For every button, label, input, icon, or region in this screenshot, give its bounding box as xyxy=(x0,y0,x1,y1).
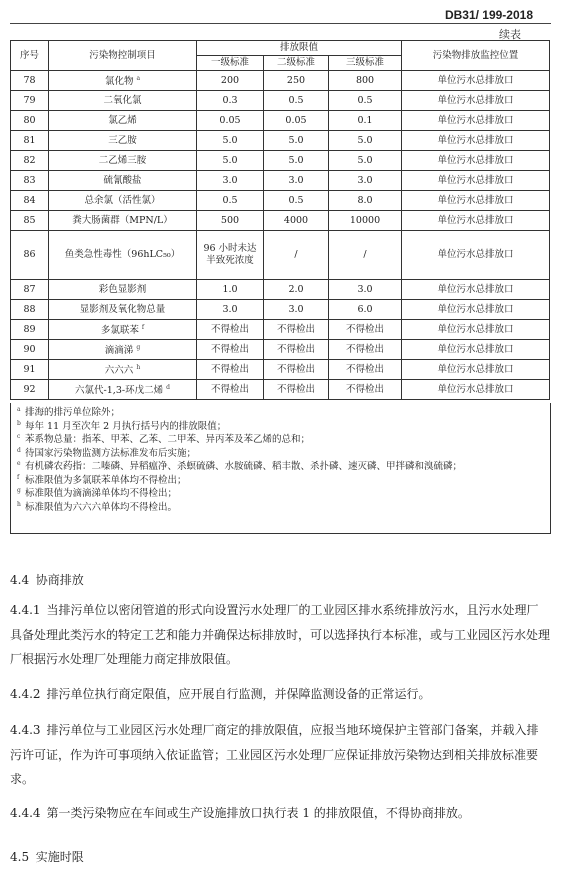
row-item xyxy=(49,191,197,211)
row-level1 xyxy=(197,231,264,280)
footnote-marker: h xyxy=(136,363,141,371)
row-level1-text: 96 小时未达半致死浓度 xyxy=(203,243,257,266)
standard-number: DB31/ 199-2018 xyxy=(444,8,533,22)
row-level2-text: 0.5 xyxy=(288,94,304,106)
table-row xyxy=(11,171,550,191)
row-no-text: 81 xyxy=(23,134,36,146)
row-no xyxy=(11,340,49,360)
row-level3-text: 10000 xyxy=(349,214,381,226)
row-item xyxy=(49,211,197,231)
row-item-text: 二氧化氯 xyxy=(103,94,142,106)
row-level2 xyxy=(264,71,329,91)
note-text: 每年 11 月至次年 2 月执行括号内的排放限值； xyxy=(25,420,227,432)
row-item xyxy=(49,151,197,171)
section-title: 实施时限 xyxy=(35,850,84,864)
row-no xyxy=(11,111,49,131)
row-level1-text: 不得检出 xyxy=(210,383,249,395)
row-monitor-text: 单位污水总排放口 xyxy=(437,154,514,166)
row-level3 xyxy=(329,111,402,131)
row-level1 xyxy=(197,360,264,380)
row-no-text: 84 xyxy=(23,194,36,206)
table-row xyxy=(11,71,550,91)
row-level2-text: 不得检出 xyxy=(276,383,315,395)
row-monitor-text: 单位污水总排放口 xyxy=(437,303,514,315)
note-line xyxy=(17,474,544,488)
header-level1: 一级标准 xyxy=(197,56,264,71)
row-level2-text: 不得检出 xyxy=(276,323,315,335)
table-row xyxy=(11,211,550,231)
row-level3-text: 6.0 xyxy=(357,303,373,315)
note-text: 标准限值为滴滴涕单体均不得检出； xyxy=(25,488,178,499)
row-level1 xyxy=(197,300,264,320)
row-level2-text: 4000 xyxy=(283,214,309,226)
table-row xyxy=(11,151,550,171)
note-text: 待国家污染物监测方法标准发布后实施； xyxy=(25,447,197,459)
row-item-text: 六六六 xyxy=(104,365,134,377)
table-row xyxy=(11,380,550,400)
row-level1 xyxy=(197,191,264,211)
row-level3-text: 0.5 xyxy=(357,94,373,106)
row-monitor-text: 单位污水总排放口 xyxy=(437,194,514,206)
note-marker: g xyxy=(17,487,21,494)
clause-number: 4.4.2 xyxy=(10,687,41,701)
row-no-text: 80 xyxy=(23,114,36,126)
note-marker: d xyxy=(17,446,21,454)
clause-text: 排污单位执行商定限值，应开展自行监测，并保障监测设备的正常运行。 xyxy=(46,687,431,701)
row-level1-text: 0.3 xyxy=(222,94,238,106)
row-level3-text: 3.0 xyxy=(357,174,373,186)
row-item-text: 硫氰酸盐 xyxy=(103,174,142,186)
row-monitor-text: 单位污水总排放口 xyxy=(437,134,514,146)
row-no xyxy=(11,360,49,380)
row-no xyxy=(11,131,49,151)
row-level3 xyxy=(329,191,402,211)
header-limits: 排放限值 xyxy=(197,41,402,56)
row-item-text: 彩色显影剂 xyxy=(98,283,147,295)
row-monitor-text: 单位污水总排放口 xyxy=(437,283,514,295)
row-item xyxy=(49,71,197,91)
row-monitor xyxy=(402,151,550,171)
row-level1 xyxy=(197,71,264,91)
row-level1 xyxy=(197,320,264,340)
row-level2-text: 5.0 xyxy=(288,154,304,166)
clause-text: 排污单位与工业园区污水处理厂商定的排放限值，应报当地环境保护主管部门备案，并载入排污许可证，作为许可事项纳入依证监管；工业园区污水处理厂应保证排放污染物达到相关排放标准要求。 xyxy=(10,723,539,786)
section-4-5-heading xyxy=(10,848,84,865)
row-level2-text: 250 xyxy=(286,74,306,86)
row-level1 xyxy=(197,111,264,131)
row-monitor xyxy=(402,211,550,231)
row-level3-text: 不得检出 xyxy=(346,323,385,335)
note-line xyxy=(17,406,544,420)
row-level2-text: 不得检出 xyxy=(276,363,315,375)
row-level2 xyxy=(264,131,329,151)
row-item xyxy=(49,111,197,131)
footnote-marker: f xyxy=(141,323,145,331)
row-monitor-text: 单位污水总排放口 xyxy=(437,94,514,106)
clause-4-4-1 xyxy=(10,598,550,672)
row-item-text: 三乙胺 xyxy=(108,134,137,146)
row-level1 xyxy=(197,91,264,111)
section-number: 4.5 xyxy=(10,850,30,864)
row-level3 xyxy=(329,380,402,400)
row-no xyxy=(11,280,49,300)
note-marker: c xyxy=(17,433,21,440)
row-item xyxy=(49,360,197,380)
footnote-marker: g xyxy=(136,343,141,351)
row-level1-text: 200 xyxy=(220,74,240,86)
section-number: 4.4 xyxy=(10,573,30,587)
row-level1-text: 0.05 xyxy=(219,114,241,126)
header-monitor: 污染物排放监控位置 xyxy=(402,41,550,71)
note-marker: b xyxy=(17,419,21,427)
row-level2 xyxy=(264,151,329,171)
row-monitor xyxy=(402,320,550,340)
row-level1-text: 0.5 xyxy=(222,194,238,206)
row-level3 xyxy=(329,131,402,151)
row-level2 xyxy=(264,340,329,360)
section-4-4-heading xyxy=(10,571,84,588)
footnote-marker: d xyxy=(166,383,170,391)
note-marker: f xyxy=(17,473,20,481)
row-no xyxy=(11,151,49,171)
pollutant-limits-table xyxy=(10,40,550,400)
row-level3 xyxy=(329,300,402,320)
row-monitor xyxy=(402,111,550,131)
row-level1-text: 3.0 xyxy=(222,303,238,315)
row-level2-text: 0.05 xyxy=(285,114,307,126)
row-no-text: 85 xyxy=(23,214,36,226)
row-level1-text: 5.0 xyxy=(222,134,238,146)
header-item: 污染物控制项目 xyxy=(49,41,197,71)
row-monitor xyxy=(402,360,550,380)
row-item xyxy=(49,340,197,360)
row-level3 xyxy=(329,171,402,191)
row-item-text: 多氯联苯 xyxy=(100,325,139,337)
row-level3 xyxy=(329,360,402,380)
row-level1 xyxy=(197,171,264,191)
row-item-text: 粪大肠菌群（MPN/L） xyxy=(72,214,173,226)
note-line xyxy=(17,420,544,434)
row-level3-text: 不得检出 xyxy=(346,343,385,355)
row-level3-text: 8.0 xyxy=(357,194,373,206)
row-level1-text: 1.0 xyxy=(222,283,238,295)
row-no-text: 87 xyxy=(23,283,36,295)
table-row xyxy=(11,231,550,280)
row-item xyxy=(49,320,197,340)
row-level2 xyxy=(264,91,329,111)
row-level1 xyxy=(197,380,264,400)
header-rule xyxy=(10,23,551,24)
row-item xyxy=(49,131,197,151)
note-line xyxy=(17,460,544,474)
note-marker: h xyxy=(17,500,21,508)
row-monitor-text: 单位污水总排放口 xyxy=(437,343,514,355)
row-level3 xyxy=(329,320,402,340)
note-line xyxy=(17,487,544,501)
row-level3-text: 3.0 xyxy=(357,283,373,295)
row-no-text: 79 xyxy=(23,94,36,106)
row-item xyxy=(49,231,197,280)
row-level3 xyxy=(329,91,402,111)
row-level3 xyxy=(329,280,402,300)
row-level3 xyxy=(329,340,402,360)
row-level3-text: / xyxy=(363,249,367,260)
row-monitor-text: 单位污水总排放口 xyxy=(437,174,514,186)
row-level2-text: 2.0 xyxy=(288,283,304,295)
row-level1 xyxy=(197,340,264,360)
note-text: 苯系物总量：指苯、甲苯、乙苯、二甲苯、异丙苯及苯乙烯的总和； xyxy=(25,434,311,445)
row-level2 xyxy=(264,360,329,380)
row-no-text: 91 xyxy=(23,363,36,375)
row-item-text: 显影剂及氧化物总量 xyxy=(79,303,166,315)
row-monitor-text: 单位污水总排放口 xyxy=(437,323,514,335)
row-no xyxy=(11,191,49,211)
table-row xyxy=(11,191,550,211)
note-marker: e xyxy=(17,460,21,467)
row-level1-text: 3.0 xyxy=(222,174,238,186)
clause-4-4-4 xyxy=(10,801,550,826)
row-no-text: 89 xyxy=(23,323,36,335)
row-level1-text: 不得检出 xyxy=(210,323,249,335)
header-no: 序号 xyxy=(11,41,49,71)
clause-number: 4.4.1 xyxy=(10,603,41,617)
header-level2: 二级标准 xyxy=(264,56,329,71)
row-monitor-text: 单位污水总排放口 xyxy=(437,363,514,375)
clause-number: 4.4.4 xyxy=(10,806,41,820)
table-row xyxy=(11,280,550,300)
clause-4-4-3 xyxy=(10,718,550,792)
row-monitor xyxy=(402,91,550,111)
note-marker: a xyxy=(17,406,21,413)
row-level2-text: / xyxy=(294,249,298,260)
row-level2 xyxy=(264,191,329,211)
row-item-text: 氯化物 xyxy=(104,76,134,88)
row-level2 xyxy=(264,111,329,131)
table-row xyxy=(11,91,550,111)
row-no-text: 86 xyxy=(23,249,36,260)
note-text: 标准限值为多氯联苯单体均不得检出； xyxy=(25,474,187,486)
table-row xyxy=(11,320,550,340)
row-no xyxy=(11,91,49,111)
table-row xyxy=(11,131,550,151)
row-item-text: 总余氯（活性氯） xyxy=(84,194,161,206)
row-no-text: 88 xyxy=(23,303,36,315)
row-no xyxy=(11,320,49,340)
row-monitor xyxy=(402,131,550,151)
row-level2 xyxy=(264,380,329,400)
row-monitor xyxy=(402,280,550,300)
row-level1 xyxy=(197,280,264,300)
footnote-marker: a xyxy=(136,74,141,82)
note-line xyxy=(17,433,544,447)
row-item-text: 氯乙烯 xyxy=(108,114,137,126)
row-monitor-text: 单位污水总排放口 xyxy=(437,114,514,126)
row-level1 xyxy=(197,211,264,231)
row-monitor-text: 单位污水总排放口 xyxy=(437,74,514,86)
row-level3 xyxy=(329,151,402,171)
row-monitor xyxy=(402,191,550,211)
row-monitor xyxy=(402,380,550,400)
row-no-text: 90 xyxy=(23,343,36,355)
row-level3 xyxy=(329,211,402,231)
clause-text: 第一类污染物应在车间或生产设施排放口执行表 1 的排放限值，不得协商排放。 xyxy=(46,806,470,820)
table-row xyxy=(11,360,550,380)
row-monitor-text: 单位污水总排放口 xyxy=(437,214,514,226)
row-no-text: 78 xyxy=(23,74,36,86)
row-monitor xyxy=(402,231,550,280)
row-no xyxy=(11,171,49,191)
note-text: 有机磷农药指：二嗪磷、异稻瘟净、杀螟硫磷、水胺硫磷、稻丰散、杀扑磷、速灭磷、甲拌磷和溴硫磷； xyxy=(25,461,463,472)
row-item xyxy=(49,380,197,400)
note-text: 标准限值为六六六单体均不得检出。 xyxy=(25,501,178,513)
row-item-text: 六氯代-1,3-环戊二烯 xyxy=(75,385,164,397)
row-item xyxy=(49,300,197,320)
row-level1-text: 不得检出 xyxy=(210,363,249,375)
clause-number: 4.4.3 xyxy=(10,723,41,737)
row-level1-text: 5.0 xyxy=(222,154,238,166)
row-item xyxy=(49,280,197,300)
row-level1-text: 不得检出 xyxy=(210,343,249,355)
row-monitor-text: 单位污水总排放口 xyxy=(437,383,514,395)
row-level2 xyxy=(264,231,329,280)
row-level3-text: 5.0 xyxy=(357,134,373,146)
row-level2-text: 5.0 xyxy=(288,134,304,146)
row-no-text: 92 xyxy=(23,383,36,395)
note-line xyxy=(17,501,544,515)
row-level3-text: 5.0 xyxy=(357,154,373,166)
row-level3 xyxy=(329,231,402,280)
section-title: 协商排放 xyxy=(35,573,84,587)
row-item xyxy=(49,171,197,191)
row-item-text: 鱼类急性毒性（96hLC₅₀） xyxy=(64,249,181,260)
row-level1 xyxy=(197,151,264,171)
row-level2 xyxy=(264,300,329,320)
row-monitor-text: 单位污水总排放口 xyxy=(437,249,514,260)
row-level3-text: 不得检出 xyxy=(346,383,385,395)
row-level2 xyxy=(264,320,329,340)
row-level3-text: 不得检出 xyxy=(346,363,385,375)
row-level2 xyxy=(264,171,329,191)
clause-4-4-2 xyxy=(10,682,550,707)
row-monitor xyxy=(402,71,550,91)
table-row xyxy=(11,340,550,360)
table-row xyxy=(11,300,550,320)
row-level3-text: 800 xyxy=(355,74,375,86)
row-item xyxy=(49,91,197,111)
row-level3-text: 0.1 xyxy=(357,114,373,126)
row-level1 xyxy=(197,131,264,151)
row-item-text: 二乙烯三胺 xyxy=(98,154,147,166)
row-level2-text: 3.0 xyxy=(288,303,304,315)
table-notes xyxy=(10,403,551,534)
row-monitor xyxy=(402,300,550,320)
row-level2-text: 不得检出 xyxy=(276,343,315,355)
note-text: 排海的排污单位除外； xyxy=(25,407,121,418)
clause-text: 当排污单位以密闭管道的形式向设置污水处理厂的工业园区排水系统排放污水，且污水处理厂具备处理此类污水的特定工艺和能力并确保达标排放时，可以选择执行本标准，或与工业园区污水处理厂根据污水处理厂处理能力商定排放限值。 xyxy=(10,603,551,666)
row-no xyxy=(11,380,49,400)
row-no xyxy=(11,300,49,320)
row-level3 xyxy=(329,71,402,91)
row-level2 xyxy=(264,211,329,231)
row-level2-text: 0.5 xyxy=(288,194,304,206)
row-no xyxy=(11,231,49,280)
row-monitor xyxy=(402,340,550,360)
row-no xyxy=(11,71,49,91)
row-level2-text: 3.0 xyxy=(288,174,304,186)
row-level2 xyxy=(264,280,329,300)
table-continued-label: 续表 xyxy=(499,28,521,41)
note-line xyxy=(17,447,544,461)
table-row xyxy=(11,111,550,131)
row-no xyxy=(11,211,49,231)
row-level1-text: 500 xyxy=(220,214,240,226)
row-monitor xyxy=(402,171,550,191)
row-no-text: 83 xyxy=(23,174,36,186)
row-no-text: 82 xyxy=(23,154,36,166)
header-level3: 三级标准 xyxy=(329,56,402,71)
row-item-text: 滴滴涕 xyxy=(104,345,134,357)
